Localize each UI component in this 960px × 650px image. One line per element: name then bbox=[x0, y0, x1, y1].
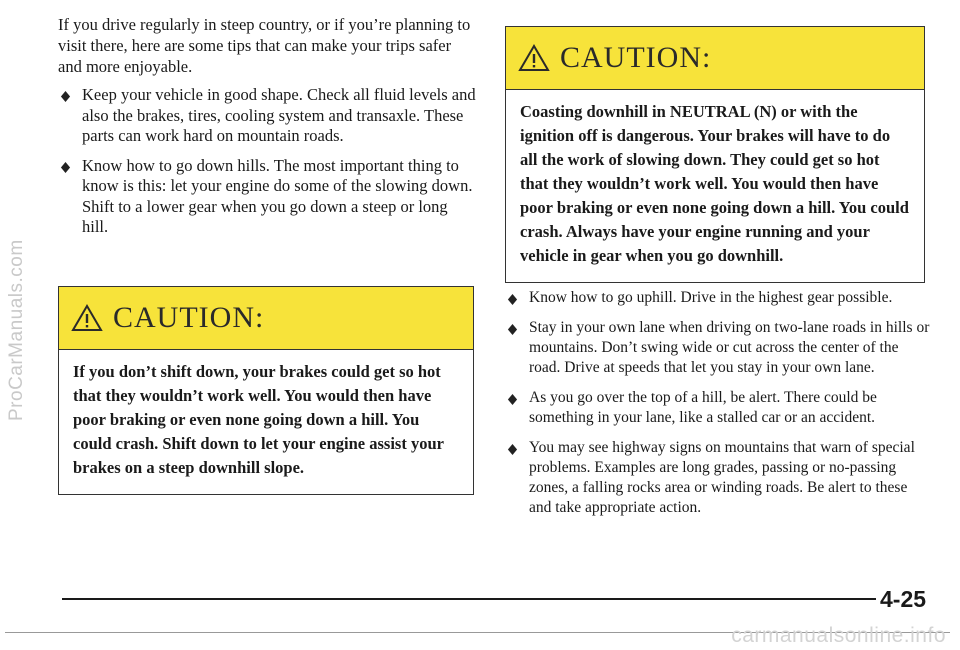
list-item bbox=[58, 156, 476, 238]
list-item bbox=[58, 85, 476, 147]
list-item-text: Stay in your own lane when driving on two-lane roads in hills or mountains. Don’t swing wide or cut across the center of the road. Drive at speeds that let you stay in your own lane. bbox=[529, 319, 930, 376]
footer-rule bbox=[62, 598, 876, 600]
list-item-text: As you go over the top of a hill, be alert. There could be something in your lane, like a stalled car or an accident. bbox=[529, 389, 877, 426]
diamond-bullet-icon bbox=[507, 444, 518, 455]
list-item-text: Know how to go down hills. The most important thing to know is this: let your engine do some of the slowing down. Shift to a lower gear when you go down a steep or long hill. bbox=[82, 155, 473, 236]
caution-text: If you don’t shift down, your brakes could get so hot that they wouldn’t work well. You would then have poor braking or even none going down a hill. You could crash. Shift down to let your engine assist your brakes on a steep downhill slope. bbox=[73, 362, 444, 477]
list-item bbox=[505, 388, 930, 428]
list-item-text: Keep your vehicle in good shape. Check all fluid levels and also the brakes, tires, cooling system and transaxle. These parts can work hard on mountain roads. bbox=[82, 85, 476, 145]
page-number: 4-25 bbox=[880, 586, 927, 612]
list-item bbox=[505, 438, 930, 518]
diamond-bullet-icon bbox=[60, 91, 71, 102]
diamond-bullet-icon bbox=[507, 394, 518, 405]
list-item-text: Know how to go uphill. Drive in the highest gear possible. bbox=[529, 289, 893, 306]
caution-box-left bbox=[58, 286, 474, 495]
caution-title: CAUTION: bbox=[560, 41, 712, 74]
left-column bbox=[58, 14, 476, 247]
caution-text: Coasting downhill in NEUTRAL (N) or with the ignition off is dangerous. Your brakes will have to do all the work of slowing down. They could get so hot that they wouldn’t work well. You would then have poor braking or even none going down a hill. You could crash. Always have your engine running and your vehicle in gear when you go downhill. bbox=[520, 102, 909, 265]
caution-title: CAUTION: bbox=[113, 301, 265, 334]
intro-paragraph: If you drive regularly in steep country, or if you’re planning to visit there, here are some tips that can make your trips safer and more enjoyable. bbox=[58, 15, 471, 76]
side-watermark: ProCarManuals.com bbox=[6, 239, 27, 421]
bottom-watermark: carmanualsonline.info bbox=[731, 624, 946, 647]
list-item bbox=[505, 288, 930, 308]
diamond-bullet-icon bbox=[60, 162, 71, 173]
warning-triangle-icon bbox=[71, 304, 103, 332]
diamond-bullet-icon bbox=[507, 294, 518, 305]
caution-header bbox=[506, 27, 924, 90]
list-item bbox=[505, 318, 930, 378]
caution-header bbox=[59, 287, 473, 350]
caution-box-right bbox=[505, 26, 925, 283]
right-bullet-list bbox=[505, 288, 930, 518]
right-column-list bbox=[505, 288, 930, 528]
diamond-bullet-icon bbox=[507, 324, 518, 335]
warning-triangle-icon bbox=[518, 44, 550, 72]
list-item-text: You may see highway signs on mountains that warn of special problems. Examples are long grades, passing or no-passing zones, a falling rocks area or winding roads. Be alert to these and take appropriate action. bbox=[529, 439, 915, 516]
left-bullet-list bbox=[58, 85, 476, 238]
